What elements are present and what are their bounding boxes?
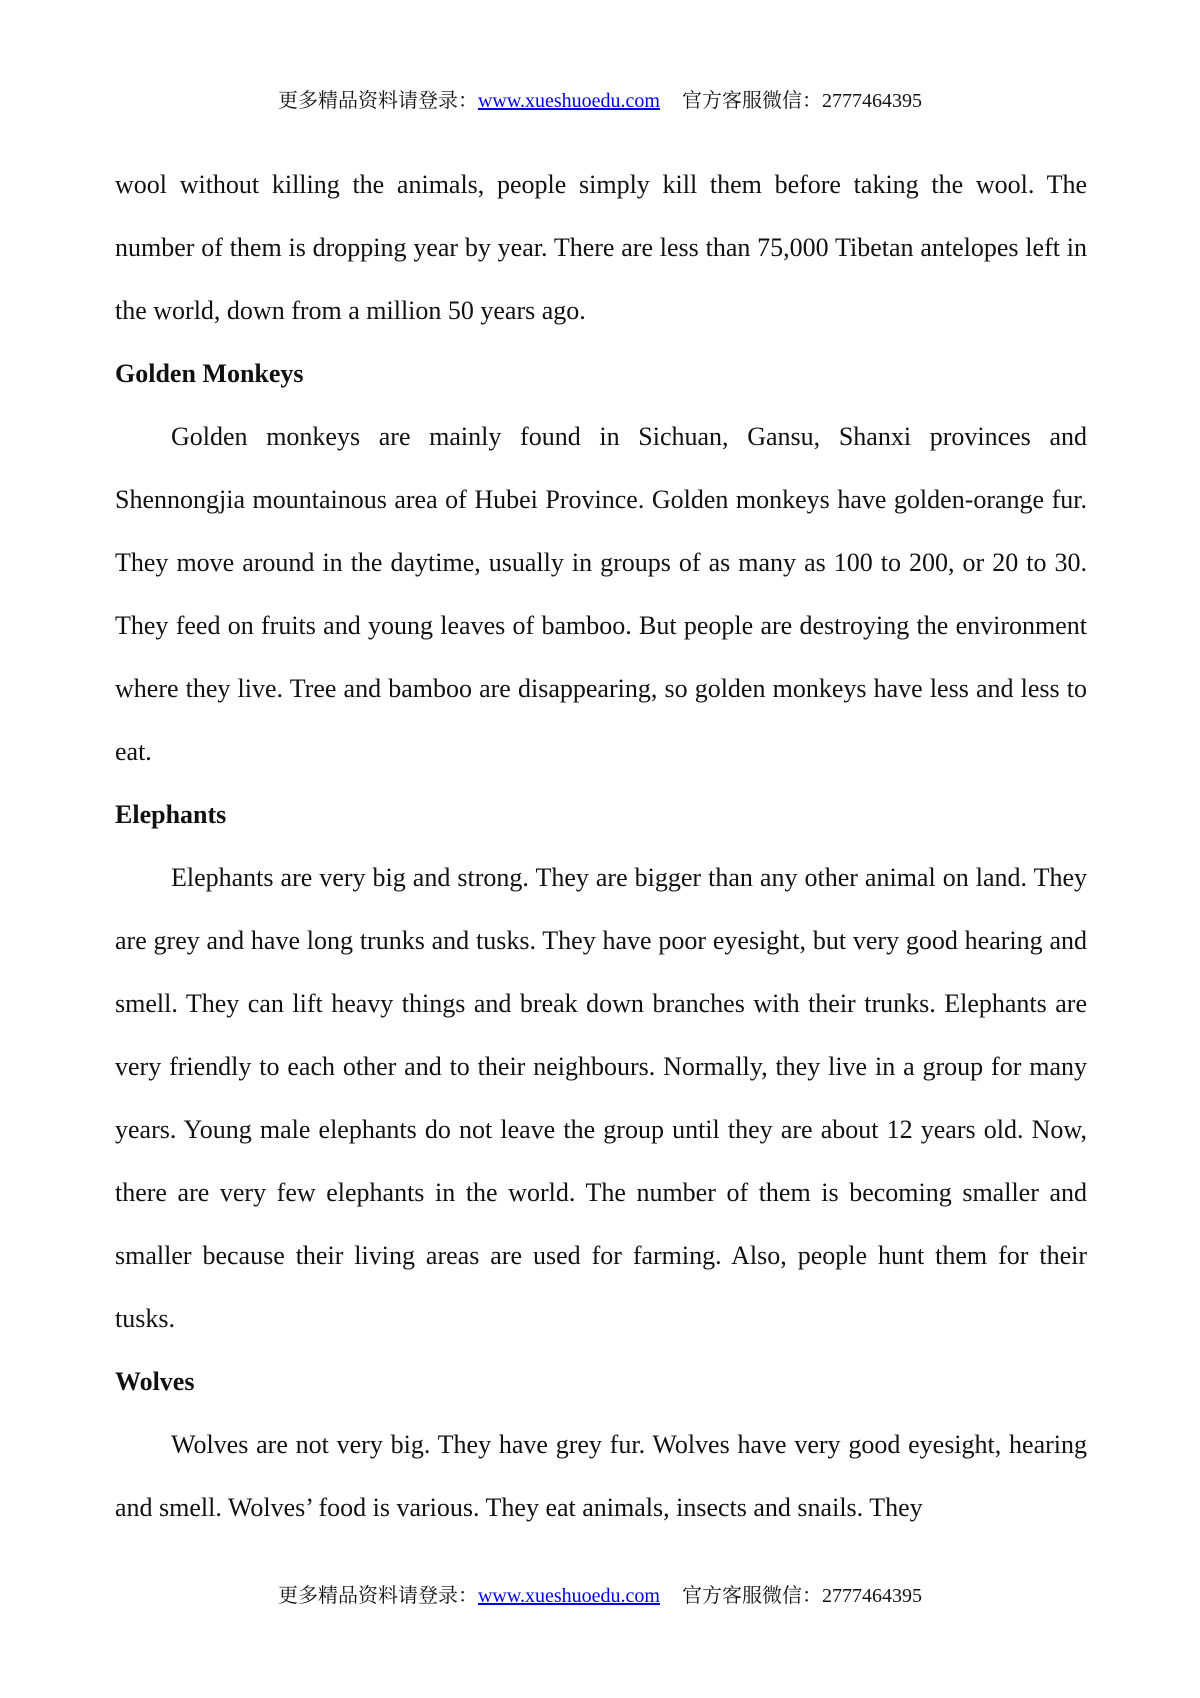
header-banner <box>0 89 1200 113</box>
section-paragraph-golden-monkeys: Golden monkeys are mainly found in Sichuan, Gansu, Shanxi provinces and Shennongjia mountainous area of Hubei Province. Golden monkeys have golden-orange fur. They move around in the daytime, usually in groups of as many as 100 to 200, or 20 to 30. They feed on fruits and young leaves of bamboo. But people are destroying the environment where they live. Tree and bamboo are disappearing, so golden monkeys have less and less to eat. <box>115 422 1087 766</box>
section-heading-golden-monkeys: Golden Monkeys <box>115 359 304 388</box>
section-paragraph-elephants: Elephants are very big and strong. They are bigger than any other animal on land. They are grey and have long trunks and tusks. They have poor eyesight, but very good hearing and smell. They can lift heavy things and break down branches with their trunks. Elephants are very friendly to each other and to their neighbours. Normally, they live in a group for many years. Young male elephants do not leave the group until they are about 12 years old. Now, there are very few elephants in the world. The number of them is becoming smaller and smaller because their living areas are used for farming. Also, people hunt them for their tusks. <box>115 863 1087 1333</box>
header-login-prompt: 更多精品资料请登录： <box>277 90 478 112</box>
footer-wechat-contact: 官方客服微信：2777464395 <box>682 1585 922 1607</box>
header-wechat-contact: 官方客服微信：2777464395 <box>682 90 922 112</box>
document-body <box>115 153 1087 1539</box>
footer-login-prompt: 更多精品资料请登录： <box>277 1585 478 1607</box>
footer-banner <box>0 1584 1200 1608</box>
section-heading-wolves: Wolves <box>115 1367 195 1396</box>
header-site-link[interactable]: www.xueshuoedu.com <box>477 90 660 112</box>
intro-paragraph: wool without killing the animals, people simply kill them before taking the wool. The number of them is dropping year by year. There are less than 75,000 Tibetan antelopes left in the world, down from a million 50 years ago. <box>115 170 1087 325</box>
footer-site-link[interactable]: www.xueshuoedu.com <box>477 1585 660 1607</box>
section-heading-elephants: Elephants <box>115 800 227 829</box>
section-paragraph-wolves: Wolves are not very big. They have grey fur. Wolves have very good eyesight, hearing and smell. Wolves’ food is various. They eat animals, insects and snails. They <box>115 1430 1087 1522</box>
